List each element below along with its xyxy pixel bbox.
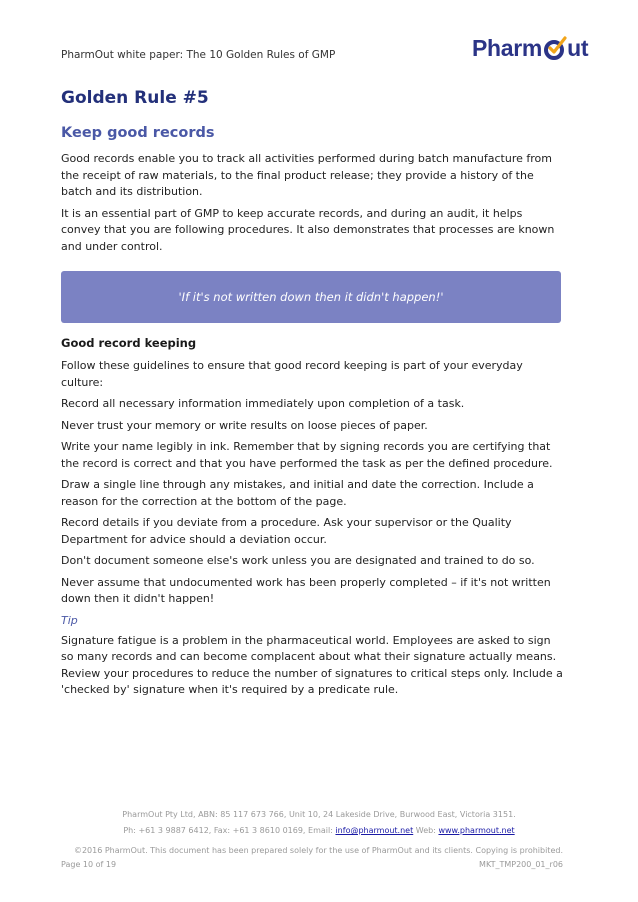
footer-contact-prefix: Ph: +61 3 9887 6412, Fax: +61 3 8610 0169, Email: (123, 826, 336, 835)
golden-rule-title: Golden Rule #5 (61, 88, 209, 108)
email-link[interactable]: info@pharmout.net (335, 826, 414, 835)
document-header-title: PharmOut white paper: The 10 Golden Rules of GMP (61, 49, 336, 61)
footer-web-label: Web: (413, 826, 439, 835)
pharmout-logo (472, 33, 588, 63)
guideline-paragraph: Never assume that undocumented work has been properly completed – if it's not written down then it didn't happen! (61, 575, 551, 605)
guideline-paragraph: Follow these guidelines to ensure that good record keeping is part of your everyday culture: (61, 359, 523, 389)
intro-paragraph: Good records enable you to track all activities performed during batch manufacture from the receipt of raw materials, to the final product release; they provide a history of the batch and its distribution. (61, 152, 552, 198)
quote-box (61, 271, 561, 323)
tip-label: Tip (61, 613, 78, 627)
logo-checkmark-o-icon (543, 35, 567, 61)
logo-text-ut: ut (567, 35, 589, 61)
footer-contact-info (0, 826, 638, 835)
guideline-paragraph: Record details if you deviate from a procedure. Ask your supervisor or the Quality Department for advice should a deviation occur. (61, 516, 512, 546)
logo-text-pharm: Pharm (472, 35, 543, 61)
tip-paragraph: Signature fatigue is a problem in the pharmaceutical world. Employees are asked to sign so many records and can become complacent about what their signature actually means. Review your procedures to reduce the number of signatures to critical steps only. Include a 'checked by' signature when it's required by a predicate rule. (61, 633, 563, 696)
guideline-paragraph: Don't document someone else's work unless you are designated and trained to do so. (61, 554, 535, 567)
footer-copyright: ©2016 PharmOut. This document has been prepared solely for the use of PharmOut and its clients. Copying is prohibited. (73, 846, 563, 855)
guideline-paragraph: Draw a single line through any mistakes, and initial and date the correction. Include a reason for the correction at the bottom of the page. (61, 478, 534, 508)
page-number: Page 10 of 19 (61, 860, 117, 869)
guideline-paragraph: Never trust your memory or write results on loose pieces of paper. (61, 418, 428, 432)
main-content (61, 86, 564, 704)
document-code: MKT_TMP200_01_r06 (479, 860, 563, 869)
guideline-paragraph: Write your name legibly in ink. Remember that by signing records you are certifying that the record is correct and that you have performed the task as per the defined procedure. (61, 440, 553, 470)
footer-company-info: PharmOut Pty Ltd, ABN: 85 117 673 766, Unit 10, 24 Lakeside Drive, Burwood East, Victoria 3151. (122, 810, 516, 819)
website-link[interactable]: www.pharmout.net (438, 826, 515, 835)
section-title: Keep good records (61, 125, 215, 141)
subsection-title: Good record keeping (61, 336, 197, 350)
intro-paragraph: It is an essential part of GMP to keep accurate records, and during an audit, it helps convey that you are following procedures. It also demonstrates that processes are known and under control. (61, 206, 555, 253)
guideline-paragraph: Record all necessary information immediately upon completion of a task. (61, 397, 465, 410)
quote-text: 'If it's not written down then it didn't happen!' (178, 290, 444, 304)
